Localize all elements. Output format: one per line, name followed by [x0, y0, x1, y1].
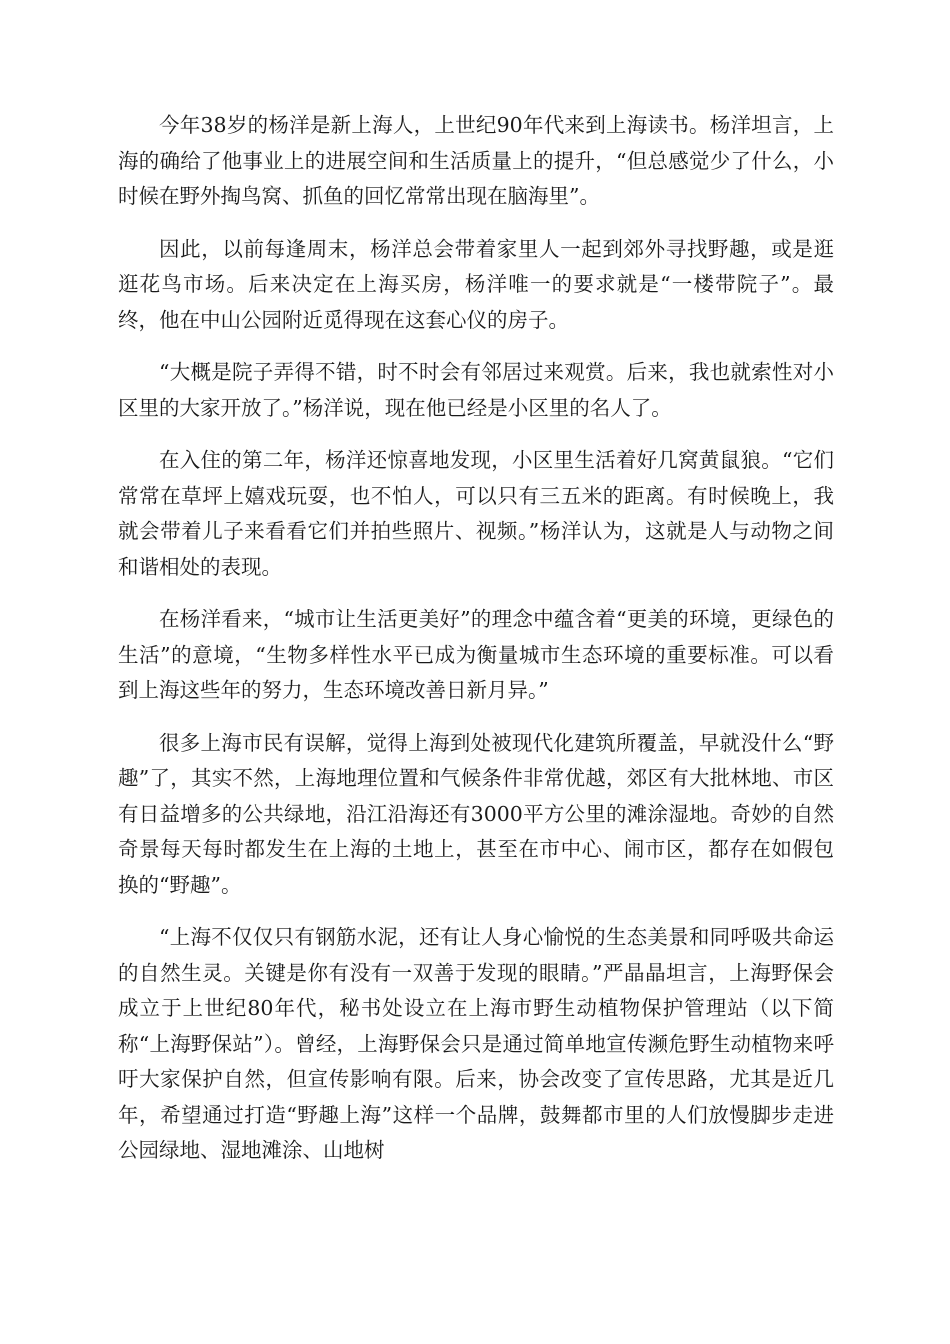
paragraph: 很多上海市民有误解，觉得上海到处被现代化建筑所覆盖，早就没什么“野趣”了，其实不然，上海地理位置和气候条件非常优越，郊区有大批林地、市区有日益增多的公共绿地，沿江沿海还有3000平方公里的滩涂湿地。奇妙的自然奇景每天每时都发生在上海的土地上，甚至在市中心、闹市区，都存在如假包换的“野趣”。 [118, 730, 834, 897]
paragraph: 在入住的第二年，杨洋还惊喜地发现，小区里生活着好几窝黄鼠狼。“它们常常在草坪上嬉戏玩耍，也不怕人，可以只有三五米的距离。有时候晚上，我就会带着儿子来看看它们并拍些照片、视频。”杨洋认为，这就是人与动物之间和谐相处的表现。 [118, 448, 834, 579]
paragraph: 今年38岁的杨洋是新上海人，上世纪90年代来到上海读书。杨洋坦言，上海的确给了他事业上的进展空间和生活质量上的提升，“但总感觉少了什么，小时候在野外掏鸟窝、抓鱼的回忆常常出现在脑海里”。 [118, 113, 834, 208]
paragraph: “大概是院子弄得不错，时不时会有邻居过来观赏。后来，我也就索性对小区里的大家开放了。”杨洋说，现在他已经是小区里的名人了。 [118, 360, 834, 420]
paragraph: 因此，以前每逢周末，杨洋总会带着家里人一起到郊外寻找野趣，或是逛逛花鸟市场。后来决定在上海买房，杨洋唯一的要求就是“一楼带院子”。最终，他在中山公园附近觅得现在这套心仪的房子。 [118, 236, 834, 332]
paragraph: “上海不仅仅只有钢筋水泥，还有让人身心愉悦的生态美景和同呼吸共命运的自然生灵。关键是你有没有一双善于发现的眼睛。”严晶晶坦言，上海野保会成立于上世纪80年代，秘书处设立在上海市野生动植物保护管理站（以下简称“上海野保站”）。曾经，上海野保会只是通过简单地宣传濒危野生动植物来呼吁大家保护自然，但宣传影响有限。后来，协会改变了宣传思路，尤其是近几年，希望通过打造“野趣上海”这样一个品牌，鼓舞都市里的人们放慢脚步走进公园绿地、湿地滩涂、山地树 [118, 925, 834, 1162]
paragraph: 在杨洋看来，“城市让生活更美好”的理念中蕴含着“更美的环境，更绿色的生活”的意境，“生物多样性水平已成为衡量城市生态环境的重要标准。可以看到上海这些年的努力，生态环境改善日新月异。” [118, 607, 834, 702]
document-body [118, 108, 834, 1186]
